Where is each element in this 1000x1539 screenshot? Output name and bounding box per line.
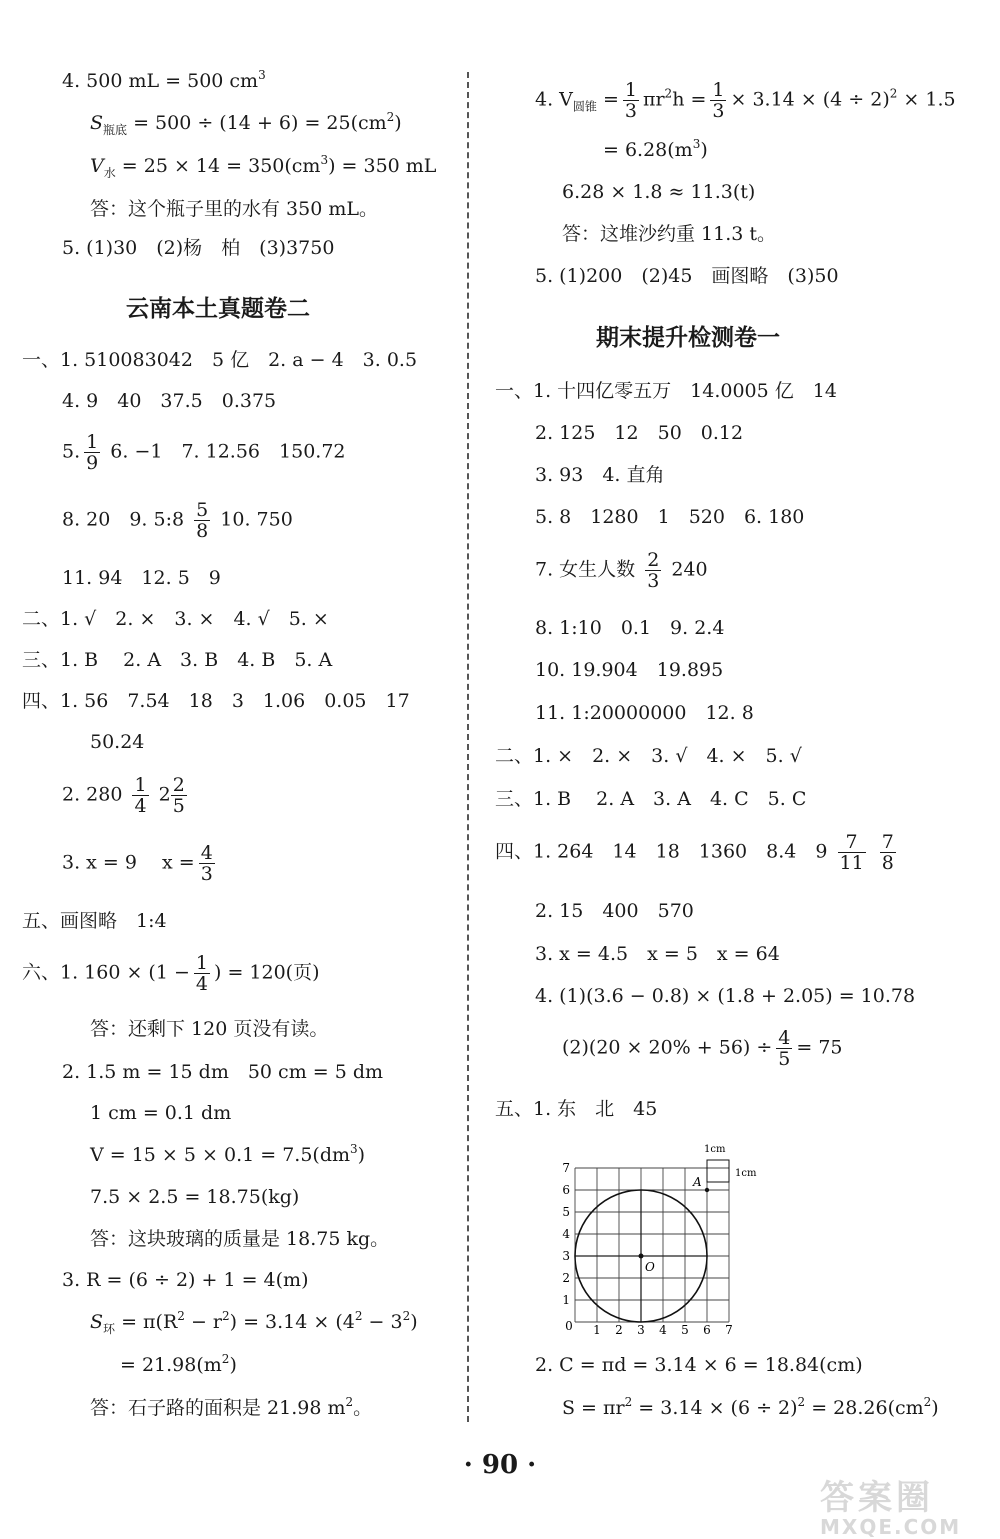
answer-line: (2)(20 × 20% + 56) ÷ $\frac{4}{5}$ = 75 xyxy=(562,1027,843,1070)
column-divider xyxy=(467,72,469,1422)
answer-line: 2. C = πd = 3.14 × 6 = 18.84(cm) xyxy=(535,1354,863,1376)
fraction: $\frac{1}{4}$ xyxy=(195,952,208,995)
answer-line: 7.5 × 2.5 = 18.75(kg) xyxy=(90,1186,300,1208)
answer-line: $S_{瓶底} = 500 \div (14 + 6) = 25(cm^2)$ xyxy=(90,110,402,137)
answer-line: = $6.28(m^3)$ xyxy=(603,137,708,161)
watermark-logo xyxy=(820,1470,995,1539)
answer-line: 六、1. 160 × (1 − $\frac{1}{4}$ ) = 120(页) xyxy=(22,952,320,995)
answer-line: $S_环 = \pi(R^2 - r^2) = 3.14 \times (4^2 - 3^2)$ xyxy=(90,1309,418,1336)
answer-line: 5. (1)200 (2)45 画图略 (3)50 xyxy=(535,265,839,287)
answer-line: 11. 94 12. 5 9 xyxy=(62,567,221,589)
answer-line: 四、1. 56 7.54 18 3 1.06 0.05 17 xyxy=(22,690,410,712)
y-tick: 2 xyxy=(562,1271,570,1285)
answer-line: 6.28 × 1.8 ≈ 11.3(t) xyxy=(562,181,756,203)
fraction: $\frac{1}{3}$ xyxy=(712,79,725,122)
fraction: $\frac{1}{9}$ xyxy=(86,431,99,474)
answer-line: 答：这堆沙约重 11.3 t。 xyxy=(562,223,777,245)
answer-line: 2. 15 400 570 xyxy=(535,900,694,922)
answer-line: 五、1. 东 北 45 xyxy=(495,1098,658,1120)
x-tick: 3 xyxy=(637,1323,645,1337)
answer-line: 答：石子路的面积是 21.98 $m^2$。 xyxy=(90,1395,373,1419)
answer-line: 4. $V_{圆锥}$ = $\frac{1}{3}$ $\pi r^2h$ = $\frac{1}{3}$ × $3.14 \times (4 \div 2)^2 \times 1.5$ xyxy=(535,79,956,122)
center-point xyxy=(639,1254,644,1259)
y-tick: 3 xyxy=(562,1249,570,1263)
watermark-url: MXQE.COM xyxy=(820,1515,962,1539)
answer-line: 二、1. √ 2. × 3. × 4. √ 5. × xyxy=(22,608,329,630)
answer-line: 一、1. 十四亿零五万 14.0005 亿 14 xyxy=(495,380,837,402)
fraction: $\frac{7}{8}$ xyxy=(881,831,894,874)
answer-line: 答：这块玻璃的质量是 18.75 kg。 xyxy=(90,1228,390,1250)
fraction: $\frac{1}{4}$ xyxy=(134,774,147,817)
y-tick: 1 xyxy=(562,1293,570,1307)
fraction: $\frac{4}{3}$ xyxy=(200,842,213,885)
answer-line: $S = \pi r^2 = 3.14 \times (6 \div 2)^2 = 28.26(cm^2)$ xyxy=(562,1395,939,1419)
answer-line: 3. 93 4. 直角 xyxy=(535,464,665,486)
answer-line: 3. x = 4.5 x = 5 x = 64 xyxy=(535,943,780,965)
answer-line: 一、1. 510083042 5 亿 2. a − 4 3. 0.5 xyxy=(22,349,418,371)
page-number: · 90 · xyxy=(463,1450,537,1480)
point-a-label: A xyxy=(693,1175,702,1189)
x-tick: 6 xyxy=(703,1323,711,1337)
scale-box xyxy=(707,1160,729,1182)
y-tick: 4 xyxy=(562,1227,570,1241)
answer-line: 答：还剩下 120 页没有读。 xyxy=(90,1018,329,1040)
answer-line: 3. x = 9 x = $\frac{4}{3}$ xyxy=(62,842,213,885)
answer-line: 四、1. 264 14 18 1360 8.4 9 $\frac{7}{11}$ $\frac{7}{8}$ xyxy=(495,831,894,874)
answer-line: 11. 1:20000000 12. 8 xyxy=(535,702,754,724)
answer-line: 三、1. B 2. A 3. B 4. B 5. A xyxy=(22,649,333,671)
x-tick: 4 xyxy=(659,1323,667,1337)
y-tick: 5 xyxy=(562,1205,570,1219)
answer-line: 1 cm = 0.1 dm xyxy=(90,1102,232,1124)
y-tick: 6 xyxy=(562,1183,570,1197)
x-tick: 2 xyxy=(615,1323,623,1337)
answer-line: 5. $\frac{1}{9}$ 6. −1 7. 12.56 150.72 xyxy=(62,431,346,474)
answer-line: 5. 8 1280 1 520 6. 180 xyxy=(535,506,805,528)
scale-label-horizontal: 1cm xyxy=(704,1144,726,1155)
answer-line: 4. 500 mL = 500 $cm^3$ xyxy=(62,68,266,92)
point-a xyxy=(705,1188,709,1192)
fraction: $\frac{7}{11}$ xyxy=(839,831,864,874)
answer-line: $V = 15 \times 5 \times 0.1 = 7.5(dm^3)$ xyxy=(90,1142,366,1166)
answer-line: 8. 1:10 0.1 9. 2.4 xyxy=(535,617,725,639)
answer-line: = $21.98(m^2)$ xyxy=(120,1352,237,1376)
answer-line: 2. 280 $\frac{1}{4}$ 2 $\frac{2}{5}$ xyxy=(62,774,185,817)
answer-line: 五、画图略 1:4 xyxy=(22,910,167,932)
y-tick: 7 xyxy=(562,1161,570,1175)
grid-figure xyxy=(555,1138,775,1338)
answer-line: 3. R = (6 ÷ 2) + 1 = 4(m) xyxy=(62,1269,309,1291)
scale-label-vertical: 1cm xyxy=(735,1168,757,1179)
fraction: $\frac{2}{3}$ xyxy=(647,549,660,592)
watermark-text: 答案圈 xyxy=(820,1478,934,1518)
fraction: $\frac{2}{5}$ xyxy=(172,774,185,817)
answer-line: 2. 1.5 m = 15 dm 50 cm = 5 dm xyxy=(62,1061,384,1083)
answer-line: $V_水 = 25 \times 14 = 350(cm^3) = 350$ mL xyxy=(90,153,437,180)
answer-line: 50.24 xyxy=(90,731,145,753)
answer-line: 5. (1)30 (2)杨 柏 (3)3750 xyxy=(62,237,335,259)
y-tick-labels xyxy=(562,1161,570,1307)
fraction: $\frac{1}{3}$ xyxy=(624,79,637,122)
fraction: $\frac{4}{5}$ xyxy=(778,1027,791,1070)
section-title: 期末提升检测卷一 xyxy=(596,325,780,351)
answer-line: 4. (1)(3.6 − 0.8) × (1.8 + 2.05) = 10.78 xyxy=(535,985,916,1007)
answer-line: 7. 女生人数 $\frac{2}{3}$ 240 xyxy=(535,549,708,592)
center-label: O xyxy=(645,1260,655,1274)
answer-line: 二、1. × 2. × 3. √ 4. × 5. √ xyxy=(495,745,802,767)
answer-line: 答：这个瓶子里的水有 350 mL。 xyxy=(90,198,378,220)
answer-line: 10. 19.904 19.895 xyxy=(535,659,724,681)
section-title: 云南本土真题卷二 xyxy=(126,296,310,322)
answer-line: 8. 20 9. 5:8 $\frac{5}{8}$ 10. 750 xyxy=(62,499,293,542)
x-tick: 7 xyxy=(725,1323,733,1337)
answer-line: 4. 9 40 37.5 0.375 xyxy=(62,390,277,412)
x-tick: 1 xyxy=(593,1323,601,1337)
answer-line: 2. 125 12 50 0.12 xyxy=(535,422,744,444)
x-tick: 5 xyxy=(681,1323,689,1337)
answer-line: 三、1. B 2. A 3. A 4. C 5. C xyxy=(495,788,807,810)
x-tick: 0 xyxy=(565,1319,573,1333)
fraction: $\frac{5}{8}$ xyxy=(196,499,209,542)
